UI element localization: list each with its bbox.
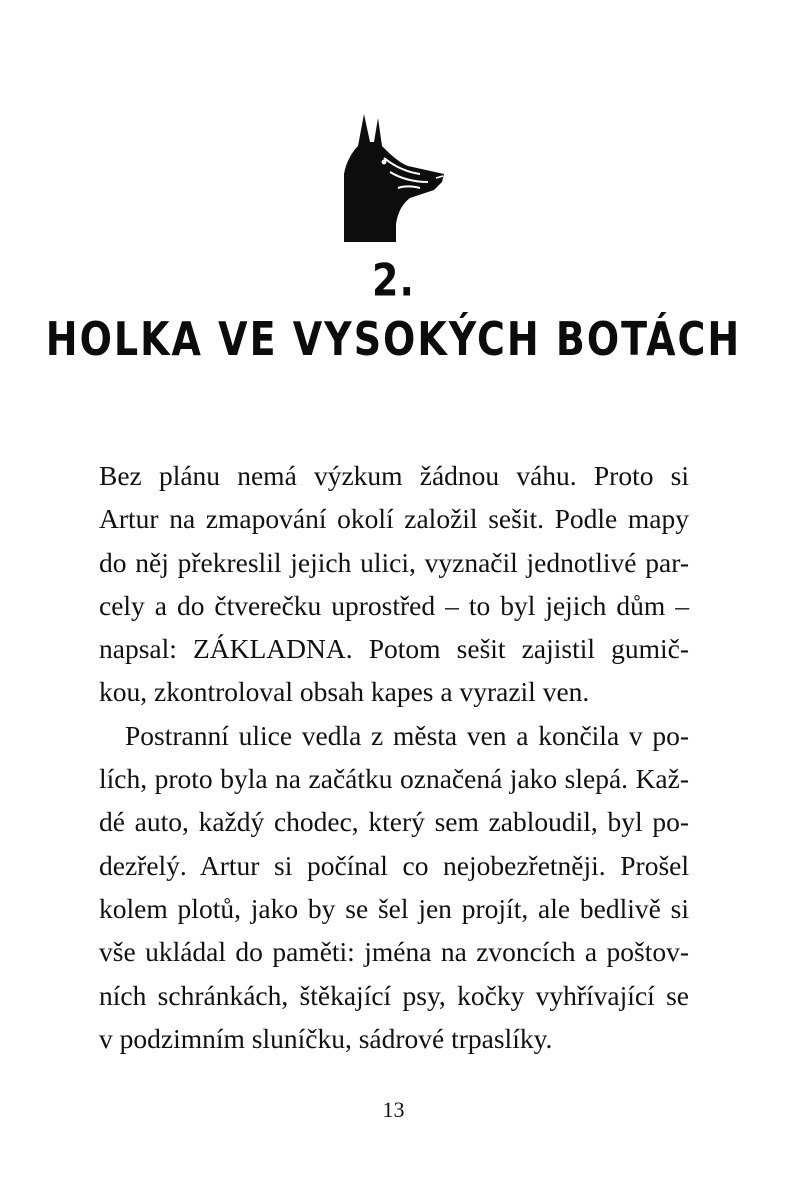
- text-line: kolem plotů, jako by se šel jen projít, ale bedlivě si: [99, 892, 689, 924]
- text-line: Artur na zmapování okolí založil sešit. Podle mapy: [99, 503, 689, 535]
- text-line: vše ukládal do paměti: jména na zvoncích a poštov-: [99, 936, 689, 968]
- text-line: dé auto, každý chodec, který sem zabloudil, byl po-: [99, 806, 689, 838]
- text-line: ních schránkách, štěkající psy, kočky vyhřívající se: [99, 979, 689, 1011]
- text-line: dezřelý. Artur si počínal co nejobezřetněji. Prošel: [99, 849, 689, 881]
- text-line: Postranní ulice vedla z města ven a končila v po-: [125, 719, 689, 751]
- doberman-head-icon: [338, 112, 450, 244]
- text-line: cely a do čtverečku uprostřed – to byl jejich dům –: [99, 589, 689, 621]
- text-line: lích, proto byla na začátku označená jako slepá. Kaž-: [99, 763, 689, 795]
- chapter-body: [99, 454, 689, 1060]
- paragraph-1: [99, 454, 689, 714]
- text-line: Bez plánu nemá výzkum žádnou váhu. Proto si: [99, 460, 689, 491]
- text-line: do něj překreslil jejich ulici, vyznačil jednotlivé par-: [99, 546, 689, 578]
- page-number: 13: [382, 1097, 405, 1122]
- text-line: v podzimním sluníčku, sádrové trpaslíky.: [99, 1022, 553, 1054]
- text-line: kou, zkontroloval obsah kapes a vyrazil ven.: [99, 676, 590, 708]
- text-line: napsal: ZÁKLADNA. Potom sešit zajistil gumič-: [99, 633, 689, 665]
- chapter-title: HOLKA VE VYSOKÝCH BOTÁCH: [45, 312, 742, 366]
- chapter-number: 2.: [372, 254, 415, 306]
- paragraph-2: [99, 714, 689, 1060]
